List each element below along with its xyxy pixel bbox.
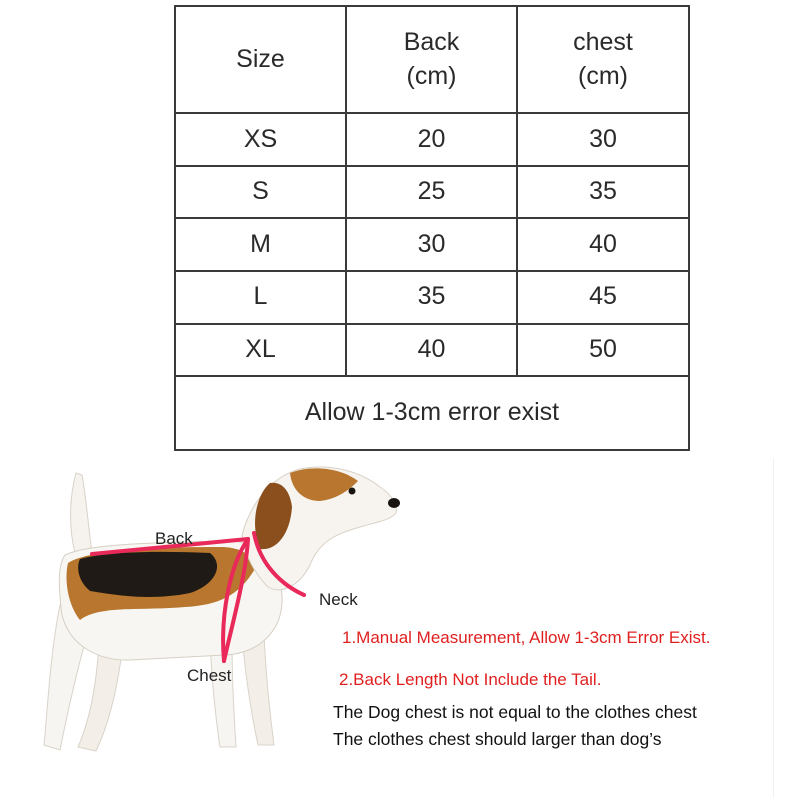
cell-chest: 50 — [517, 324, 689, 377]
header-back-unit: (cm) — [406, 61, 457, 90]
cell-size: XS — [175, 113, 346, 166]
tail-note: 2.Back Length Not Include the Tail. — [339, 670, 602, 689]
chest-note-line2: The clothes chest should larger than dog’s — [333, 729, 662, 749]
header-chest — [517, 6, 689, 113]
dog-eye — [349, 488, 356, 495]
dog-nose — [388, 498, 400, 508]
header-size: Size — [175, 6, 346, 113]
cell-back: 30 — [346, 218, 517, 271]
cell-back: 20 — [346, 113, 517, 166]
table-row — [175, 113, 689, 166]
cell-size: XL — [175, 324, 346, 377]
cell-size: L — [175, 271, 346, 324]
cell-back: 35 — [346, 271, 517, 324]
divider — [773, 458, 774, 798]
back-label: Back — [155, 529, 193, 548]
table-row — [175, 324, 689, 377]
table-header-row — [175, 6, 689, 113]
cell-size: S — [175, 166, 346, 219]
table-row — [175, 271, 689, 324]
header-back-label: Back — [403, 27, 460, 56]
header-chest-unit: (cm) — [578, 61, 628, 90]
manual-measurement-note: 1.Manual Measurement, Allow 1-3cm Error Exist. — [342, 628, 711, 647]
cell-back: 40 — [346, 324, 517, 377]
table-row — [175, 218, 689, 271]
cell-back: 25 — [346, 166, 517, 219]
cell-size: M — [175, 218, 346, 271]
table-row — [175, 166, 689, 219]
chest-label: Chest — [187, 666, 232, 685]
neck-label: Neck — [319, 590, 358, 609]
cell-chest: 40 — [517, 218, 689, 271]
header-back — [346, 6, 517, 113]
error-note-cell: Allow 1-3cm error exist — [175, 376, 689, 450]
chest-note-line1: The Dog chest is not equal to the clothes chest — [333, 702, 697, 722]
header-chest-label: chest — [573, 27, 633, 56]
cell-chest: 30 — [517, 113, 689, 166]
cell-chest: 45 — [517, 271, 689, 324]
cell-chest: 35 — [517, 166, 689, 219]
size-chart-table — [174, 5, 690, 451]
table-footer-row — [175, 376, 689, 450]
